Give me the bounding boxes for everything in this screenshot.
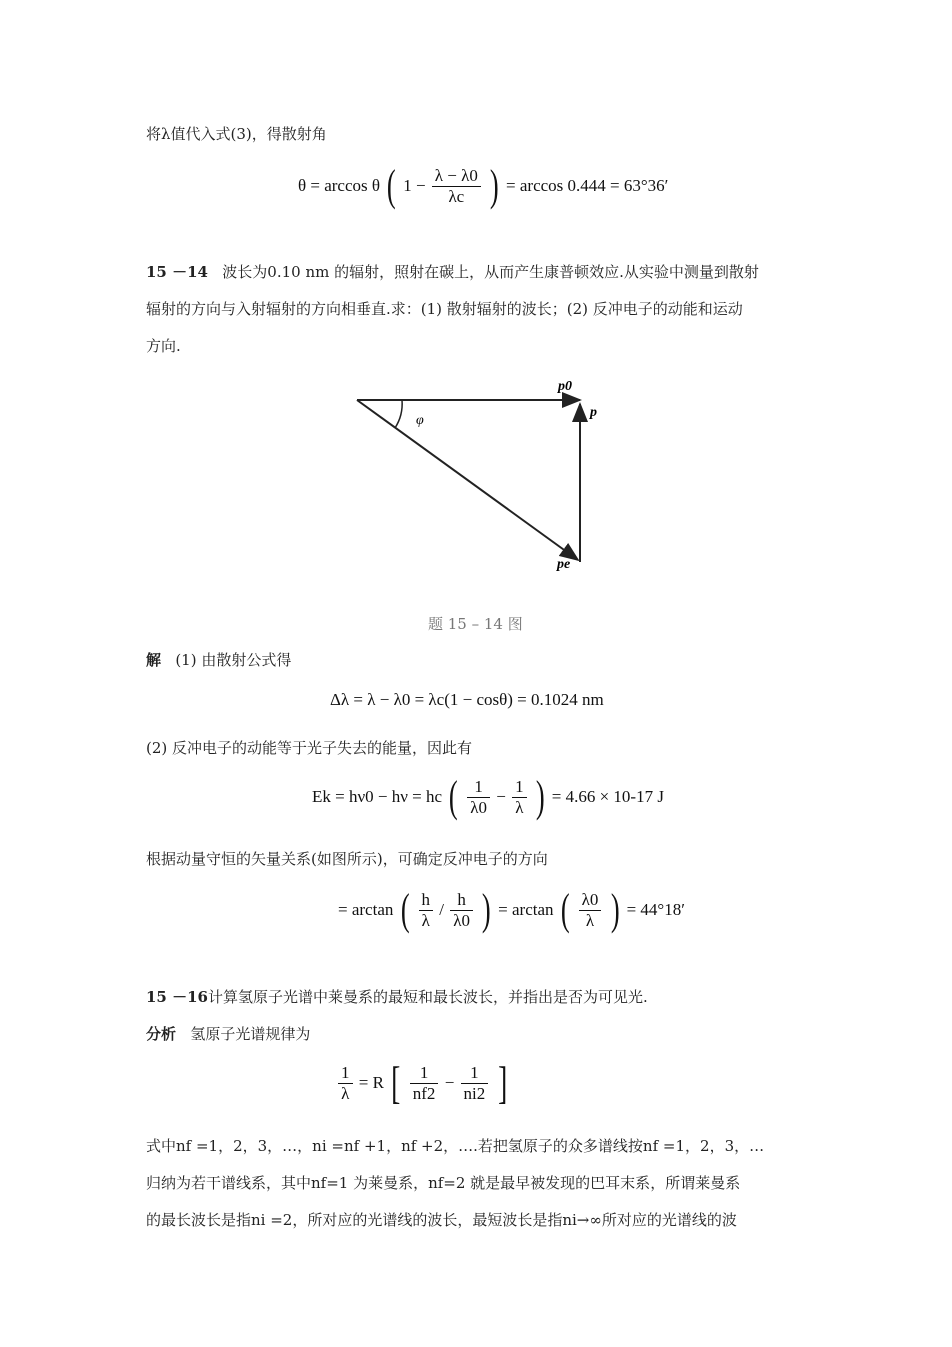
paren-left: ( (560, 885, 570, 934)
eq4-rhs: = 44°18′ (626, 900, 685, 919)
equation-direction (338, 885, 685, 934)
eq5-frac1 (410, 1063, 439, 1104)
paren-right: ) (610, 885, 620, 934)
problem-text: 计算氢原子光谱中莱曼系的最短和最长波长，并指出是否为可见光. (207, 988, 648, 1006)
paren-left: ( (449, 772, 459, 821)
eq5-d2: ni2 (463, 1083, 486, 1103)
eq5-lhs-den: λ (341, 1083, 350, 1103)
analysis-text: 氢原子光谱规律为 (190, 1025, 311, 1043)
label-p0: p0 (558, 379, 572, 394)
label-p: p (590, 405, 597, 420)
problem-15-16 (146, 987, 648, 1007)
eq1-num: λ − λ0 (432, 166, 481, 187)
eq4-d3: λ (585, 910, 595, 930)
eq4-d1: λ (421, 910, 430, 930)
equation-rydberg (336, 1057, 510, 1108)
momentum-vector-diagram (340, 370, 610, 580)
eq3-d2: λ (515, 797, 524, 817)
solution-line1 (146, 650, 291, 670)
eq4-n1: h (419, 890, 434, 911)
eq5-lhs: 1 (338, 1063, 353, 1084)
eq4-n2: h (450, 890, 473, 911)
eq1-rhs: = arccos 0.444 = 63°36′ (506, 176, 669, 195)
problem-number: 15 －14 (146, 263, 208, 281)
problem-15-14-line1 (146, 262, 759, 282)
analysis-line (146, 1024, 310, 1044)
eq5-n1: 1 (410, 1063, 439, 1084)
eq4-mid: = arctan (498, 900, 554, 919)
figure-caption: 题 15 – 14 图 (428, 615, 523, 633)
solution-text: (1) 由散射公式得 (175, 651, 292, 669)
text-line: 归纳为若干谱线系，其中nf=1 为莱曼系，nf=2 就是最早被发现的巴耳末系，所谓莱曼系 (146, 1174, 741, 1192)
bracket-left: [ (391, 1057, 401, 1108)
eq4-frac3 (579, 890, 602, 931)
solution-line3: 根据动量守恒的矢量关系(如图所示)，可确定反冲电子的方向 (146, 850, 548, 868)
eq4-d2: λ0 (453, 910, 470, 930)
eq1-lhs: θ = arccos θ (298, 176, 381, 195)
paren-left: ( (400, 885, 410, 934)
problem-15-14-line2: 辐射的方向与入射辐射的方向相垂直.求：(1) 散射辐射的波长；(2) 反冲电子的动能和运动 (146, 300, 743, 318)
eq3-n1: 1 (467, 777, 490, 798)
paren-right: ) (482, 885, 491, 934)
eq4-frac2 (450, 890, 473, 931)
problem-15-14-line3: 方向. (146, 337, 181, 355)
angle-arc (395, 400, 402, 428)
eq1-den: λc (448, 186, 465, 206)
eq3-lhs: Ek = hν0 − hν = hc (312, 787, 443, 806)
eq1-fraction (432, 166, 481, 207)
eq5-n2: 1 (461, 1063, 489, 1084)
eq4-slash: / (439, 900, 444, 919)
eq3-d1: λ0 (470, 797, 487, 817)
eq4-n3: λ0 (579, 890, 602, 911)
eq5-d1: nf2 (412, 1083, 436, 1103)
text-line: 的最长波长是指ni =2，所对应的光谱线的波长，最短波长是指ni→∞所对应的光谱线的波 (146, 1211, 737, 1229)
eq1-one: 1 − (403, 176, 426, 195)
analysis-heading: 分析 (146, 1025, 177, 1043)
solution-line2: (2) 反冲电子的动能等于光子失去的能量，因此有 (146, 739, 473, 757)
eq3-minus: − (496, 787, 506, 806)
text-line: 式中nf =1，2，3，…，ni =nf +1，nf +2，….若把氢原子的众多谱线按nf =1，2，3，… (146, 1137, 765, 1155)
eq3-frac2 (512, 777, 527, 818)
eq4-lhs: = arctan (338, 900, 394, 919)
eq5-lhs-frac (338, 1063, 353, 1104)
eq4-frac1 (419, 890, 434, 931)
eq5-minus: − (444, 1073, 455, 1092)
solution-heading: 解 (146, 651, 162, 669)
equation-scattering-angle (298, 161, 669, 210)
equation-kinetic-energy (312, 772, 664, 821)
vector-pe (357, 400, 578, 560)
eq5-eqR: = R (358, 1073, 384, 1092)
paren-right: ) (490, 161, 499, 210)
bracket-right: ] (497, 1057, 507, 1108)
equation-wavelength-shift: Δλ = λ − λ0 = λc(1 − cosθ) = 0.1024 nm (330, 690, 604, 709)
eq5-frac2 (461, 1063, 489, 1104)
problem-text: 波长为0.10 nm 的辐射，照射在碳上，从而产生康普顿效应.从实验中测量到散射 (222, 263, 759, 281)
label-pe: pe (557, 557, 571, 572)
paren-left: ( (387, 161, 397, 210)
problem-number: 15 －16 (146, 988, 208, 1006)
eq3-n2: 1 (512, 777, 527, 798)
label-phi: φ (416, 413, 424, 428)
text-line: 将λ值代入式(3)，得散射角 (146, 125, 327, 143)
eq3-frac1 (467, 777, 490, 818)
paren-right: ) (535, 772, 545, 821)
eq3-rhs: = 4.66 × 10-17 J (551, 787, 664, 806)
